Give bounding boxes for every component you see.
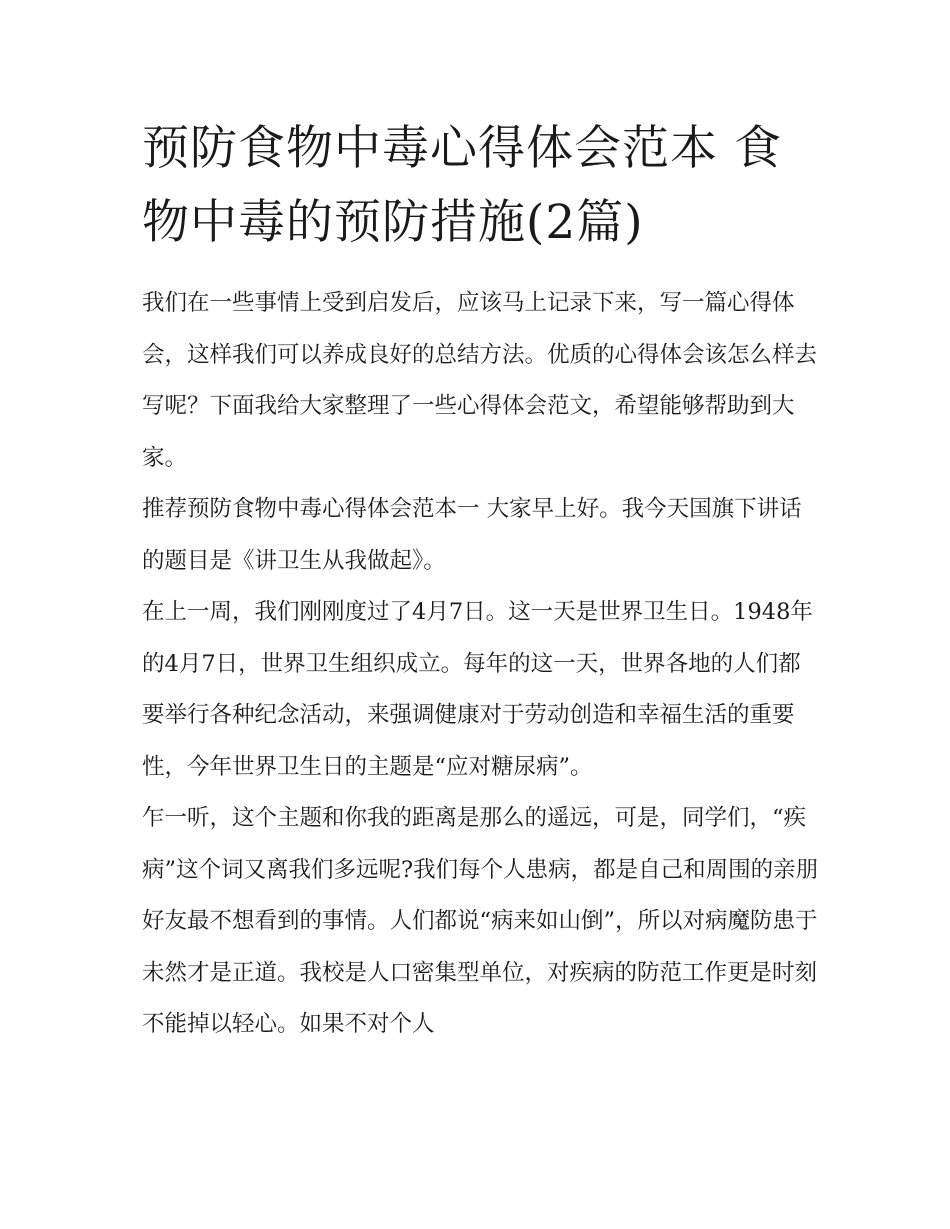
paragraph-intro: 我们在一些事情上受到启发后，应该马上记录下来，写一篇心得体会，这样我们可以养成良好的总结方法。优质的心得体会该怎么样去写呢？下面我给大家整理了一些心得体会范文，希望能够帮助到大家。 [142,290,818,471]
document-title: 预防食物中毒心得体会范本 食物中毒的预防措施(2篇) [142,121,782,250]
paragraph-speech-opening: 推荐预防食物中毒心得体会范本一 大家早上好。我今天国旗下讲话的题目是《讲卫生从我做起》。 [142,496,802,574]
paragraph-disease-prevention: 乍一听，这个主题和你我的距离是那么的遥远，可是，同学们，“疾病”这个词又离我们多远呢?我们每个人患病，都是自己和周围的亲朋好友最不想看到的事情。人们都说“病来如山倒”，所以对病魔防患于未然才是正道。我校是人口密集型单位，对疾病的防范工作更是时刻不能掉以轻心。如果不对个人 [142,805,819,1037]
paragraph-world-health-day: 在上一周，我们刚刚度过了4月7日。这一天是世界卫生日。1948年的4月7日，世界卫生组织成立。每年的这一天，世界各地的人们都要举行各种纪念活动，来强调健康对于劳动创造和幸福生活的重要性，今年世界卫生日的主题是“应对糖尿病”。 [142,599,813,780]
document-body [142,278,822,1051]
